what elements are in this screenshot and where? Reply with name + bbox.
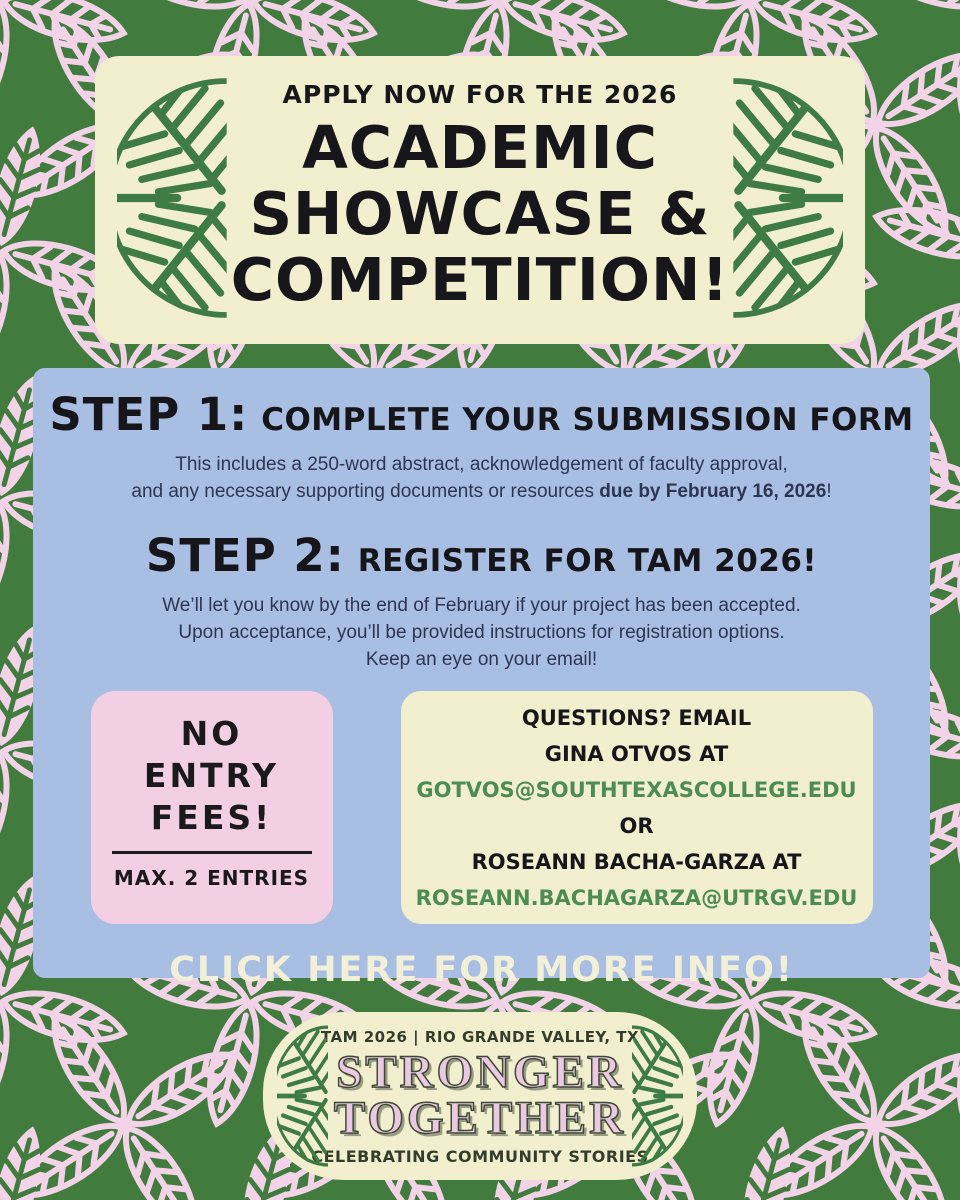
banner-title-line-2: SHOWCASE & xyxy=(249,179,711,248)
step2-heading-text: REGISTER FOR TAM 2026! xyxy=(357,543,818,579)
contact2-email-link[interactable]: ROSEANN.BACHAGARZA@UTRGV.EDU xyxy=(415,885,858,910)
footer-badge xyxy=(263,1012,697,1180)
step2-description xyxy=(33,592,930,673)
step2-description-line-1: We’ll let you know by the end of February if your project has been accepted. xyxy=(162,595,801,616)
steps-panel xyxy=(33,368,930,990)
leaf-ornament-left-icon xyxy=(277,1023,331,1169)
banner xyxy=(95,56,865,344)
step1-description xyxy=(33,451,930,505)
step1-heading xyxy=(33,388,930,441)
step2-description-line-3: Keep an eye on your email! xyxy=(365,649,598,670)
contact-card xyxy=(401,691,873,924)
badge-tagline: CELEBRATING COMMUNITY STORIES xyxy=(311,1147,649,1166)
click-here-link[interactable]: CLICK HERE FOR MORE INFO! xyxy=(169,950,794,990)
no-entry-fees-card xyxy=(91,691,333,924)
due-date: due by February 16, 2026 xyxy=(599,481,827,502)
step1-description-line-1: This includes a 250-word abstract, acknowledgement of faculty approval, xyxy=(175,454,788,475)
step2-label: STEP 2: xyxy=(145,529,345,582)
contact-heading: QUESTIONS? EMAIL xyxy=(521,705,752,730)
leaf-ornament-left-icon xyxy=(117,74,233,322)
stronger-together-line-1: STRONGER xyxy=(336,1046,624,1098)
banner-title-line-3: COMPETITION! xyxy=(230,245,730,314)
contact2-name: ROSEANN BACHA-GARZA AT xyxy=(471,849,802,874)
step1-description-line-2: and any necessary supporting documents or resources due by February 16, 2026! xyxy=(131,481,832,502)
banner-title-line-1: ACADEMIC xyxy=(302,113,658,182)
no-entry-fees-text: NO ENTRY FEES! xyxy=(143,714,280,837)
banner-kicker: APPLY NOW FOR THE 2026 xyxy=(282,80,678,109)
step2-heading xyxy=(33,529,930,582)
leaf-ornament-right-icon xyxy=(727,74,843,322)
contact1-name: GINA OTVOS AT xyxy=(544,741,729,766)
max-entries-note: MAX. 2 ENTRIES xyxy=(113,866,310,890)
divider xyxy=(112,851,312,854)
step1-label: STEP 1: xyxy=(49,388,249,441)
stronger-together-line-2: TOGETHER xyxy=(333,1092,627,1144)
contact-separator: OR xyxy=(619,813,654,838)
info-cards-row xyxy=(33,691,930,924)
event-location-line: TAM 2026 | RIO GRANDE VALLEY, TX xyxy=(320,1028,640,1046)
contact1-email-link[interactable]: GOTVOS@SOUTHTEXASCOLLEGE.EDU xyxy=(416,777,857,802)
leaf-ornament-right-icon xyxy=(629,1023,683,1169)
step2-description-line-2: Upon acceptance, you’ll be provided instructions for registration options. xyxy=(178,622,785,643)
step1-heading-text: COMPLETE YOUR SUBMISSION FORM xyxy=(261,402,914,438)
